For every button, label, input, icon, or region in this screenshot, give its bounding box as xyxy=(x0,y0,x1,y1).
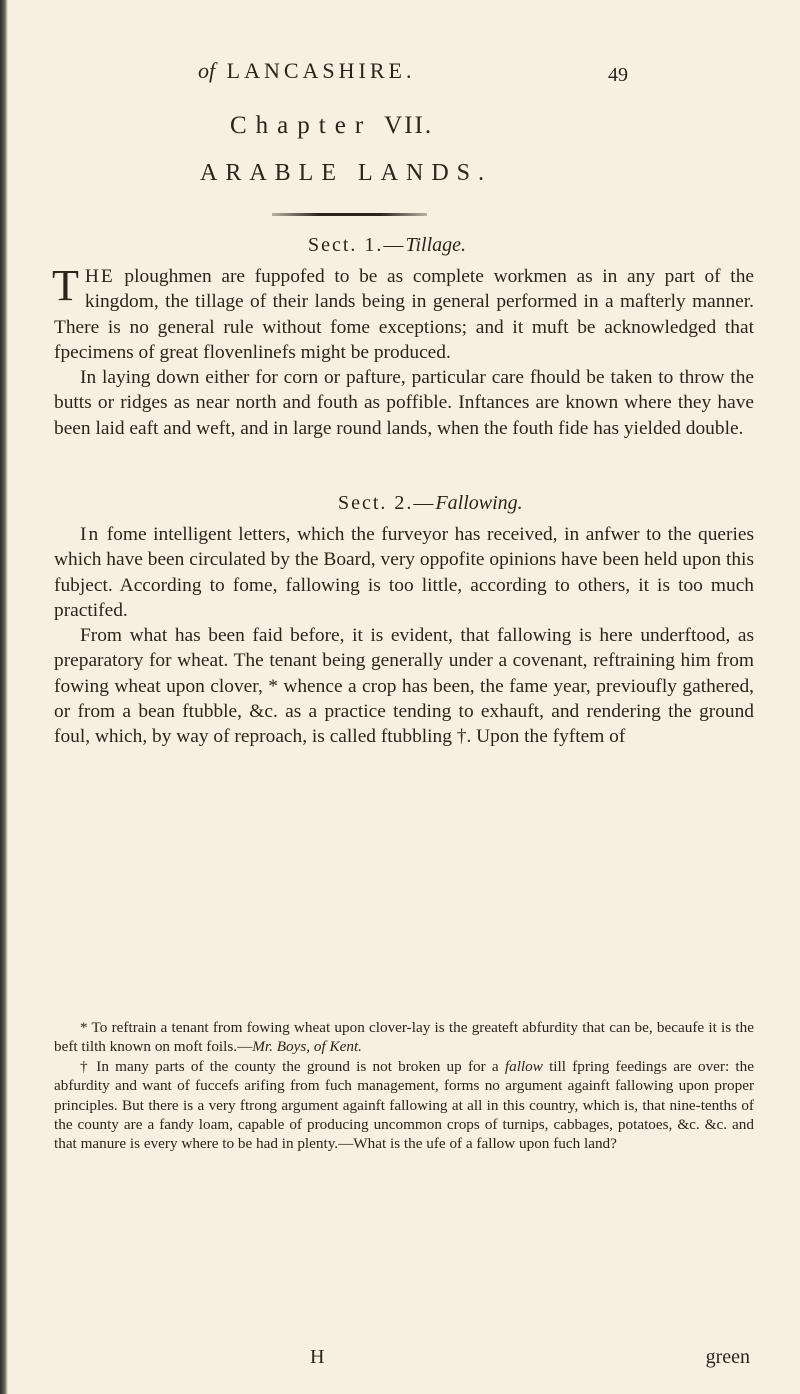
dropcap-letter: T xyxy=(52,261,79,310)
page-binding-edge xyxy=(0,0,8,1394)
sect2-paragraph-1 xyxy=(54,522,754,623)
sect1-body xyxy=(52,261,754,441)
catchword: green xyxy=(705,1346,750,1368)
section-title: ARABLE LANDS. xyxy=(200,160,493,186)
running-head-title: LANCASHIRE. xyxy=(226,58,416,83)
footnote-1-source: Mr. Boys, of Kent. xyxy=(252,1038,362,1056)
sect2-label: Sect. 2.— xyxy=(338,492,436,514)
chapter-label: Chapter xyxy=(230,112,373,139)
footnote-2-rest: till fpring feedings are over: the abfurdity and want of fuccefs arifing from fuch management, forms no argument againft fallowing upon proper principles. But there is a very ftrong argument againft fallowing at all in this country, which is, that nine-tenths of the county are a fandy loam, capable of producing uncommon crops of turnips, cabbages, potatoes, &c. &c. and that manure is every where to be had in plenty.—What is the ufe of a fallow upon fuch land? xyxy=(54,1057,754,1153)
sect2-body xyxy=(54,522,754,750)
sect2-heading xyxy=(338,492,523,515)
sect1-paragraph-1 xyxy=(52,261,754,365)
footnote-1 xyxy=(54,1018,754,1057)
sect1-paragraph-2: In laying down either for corn or pafture, particular care fhould be taken to throw the butts or ridges as near north and fouth as poffible. Inftances are known where they have been laid eaft and weft, and in large round lands, when the fouth fide has yielded double. xyxy=(54,367,754,439)
running-head xyxy=(198,58,628,84)
sect1-title: Tillage. xyxy=(405,234,467,256)
chapter-number: VII. xyxy=(384,112,434,139)
footnote-2-fallow: fallow xyxy=(504,1057,543,1075)
first-word-rest: HE xyxy=(84,266,115,287)
page-number: 49 xyxy=(608,64,628,86)
footnote-2-start: † In many parts of the county the ground is not broken up for a xyxy=(80,1057,505,1075)
title-rule xyxy=(272,213,427,216)
footnote-2 xyxy=(54,1057,754,1154)
sect2-paragraph-2: From what has been faid before, it is evident, that fallowing is here underftood, as preparatory for wheat. The tenant being generally under a covenant, reftraining him from fowing wheat upon clover, * whence a crop has been, the fame year, previoufly gathered, or from a bean ftubble, &c. as a practice tending to exhauft, and rendering the ground foul, which, by way of reproach, is called ftubbling †. Upon the fyftem of xyxy=(54,625,754,748)
sect1-heading xyxy=(308,234,466,257)
sect2-title: Fallowing. xyxy=(435,492,523,514)
sect2-lead-word: In xyxy=(80,524,101,545)
running-head-of: of xyxy=(198,58,216,83)
sect1-paragraph-1-text: ploughmen are fuppofed to be as complete workmen as in any part of the kingdom, the tillage of their lands being in general performed in a mafterly manner. There is no general rule without fome exceptions; and it muft be acknowledged that fpecimens of great flovenlinefs might be produced. xyxy=(54,266,754,363)
sect1-label: Sect. 1.— xyxy=(308,234,406,256)
sect2-paragraph-1-text: fome intelligent letters, which the furveyor has received, in anfwer to the queries which have been circulated by the Board, very oppofite opinions have been held upon this fubject. According to fome, fallowing is too little, according to others, it is too much practifed. xyxy=(54,524,754,621)
footnote-1-text: * To reftrain a tenant from fowing wheat upon clover-lay is the greateft abfurdity that can be, becaufe it is the beft tilth known on moft foils.— xyxy=(54,1019,754,1056)
footnotes xyxy=(54,1018,754,1154)
signature-mark: H xyxy=(310,1346,325,1368)
chapter-heading xyxy=(230,112,433,140)
